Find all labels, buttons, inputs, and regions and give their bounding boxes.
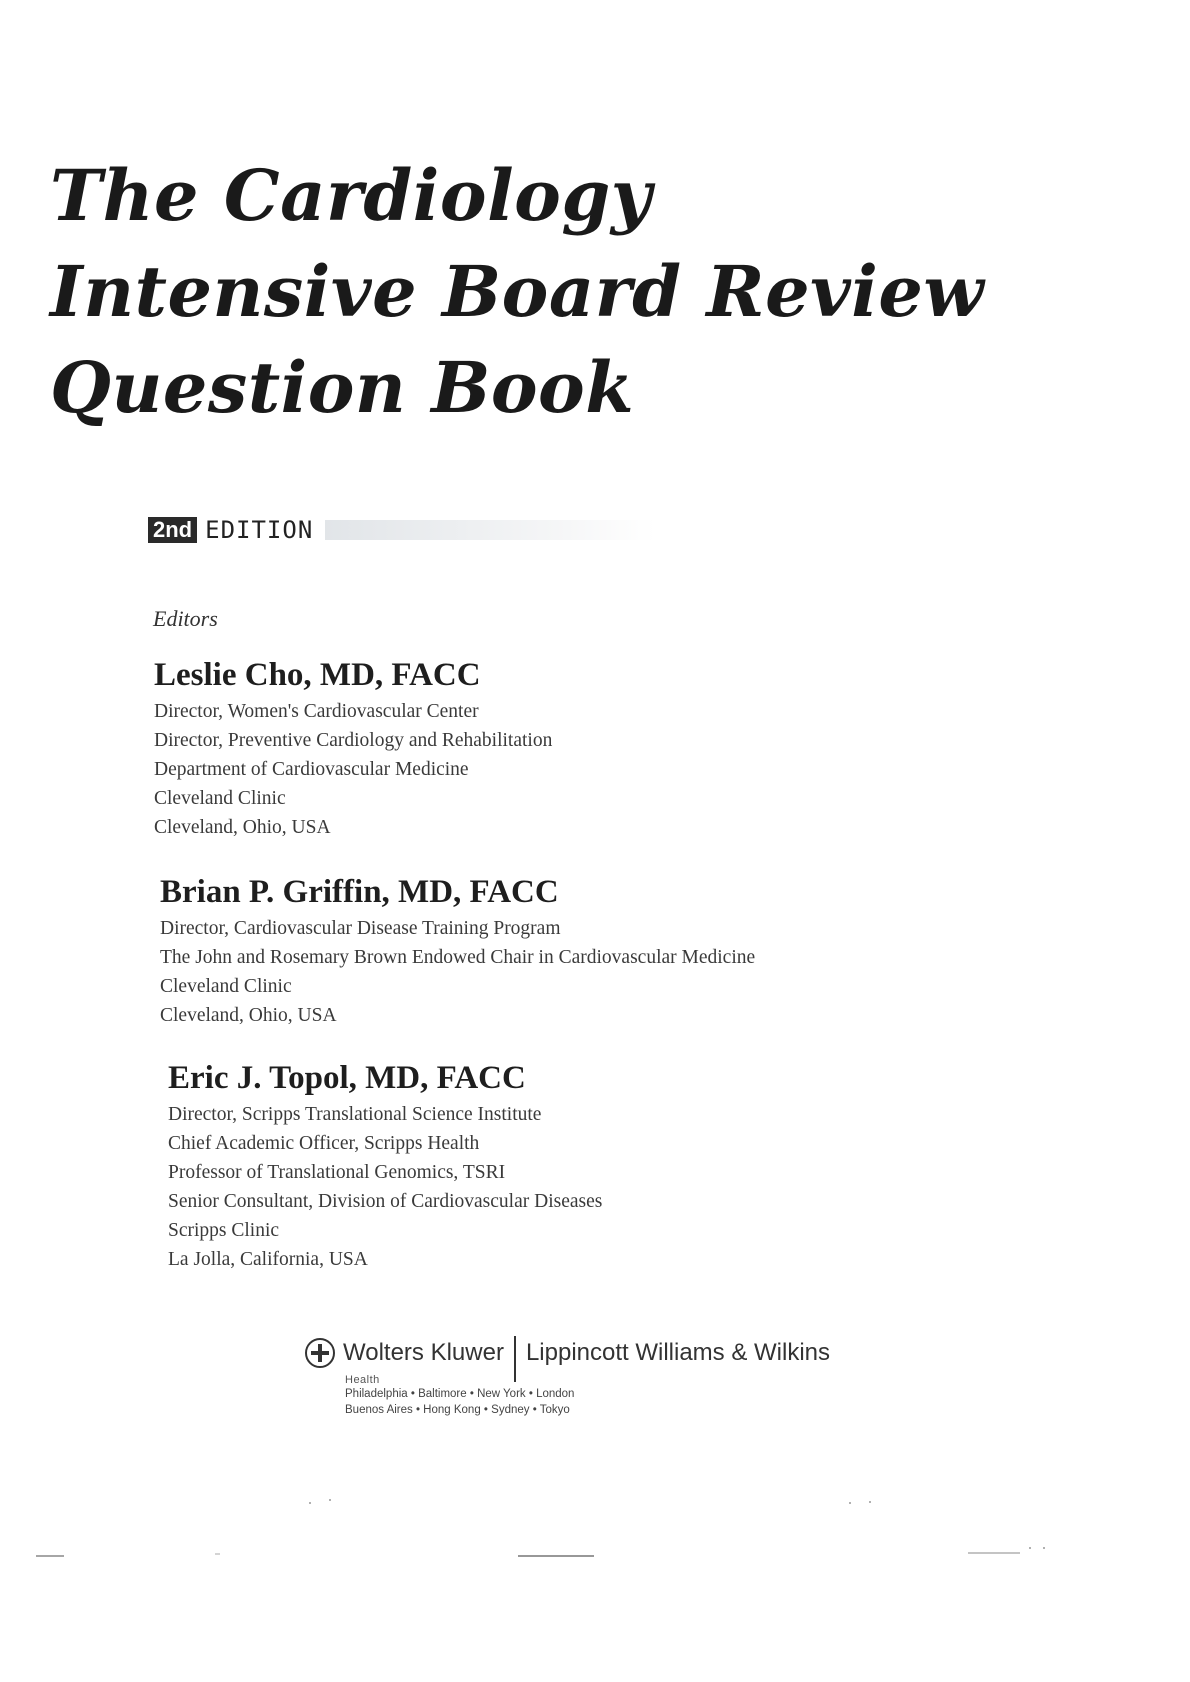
editor-affiliation: Chief Academic Officer, Scripps Health — [168, 1133, 480, 1154]
scan-speck — [1029, 1547, 1031, 1549]
editor-affiliation: Senior Consultant, Division of Cardiovascular Diseases — [168, 1191, 603, 1212]
edition-word: EDITION — [205, 516, 314, 544]
publisher-division: Health — [345, 1374, 380, 1386]
publisher-cities-line-2: Buenos Aires • Hong Kong • Sydney • Tokyo — [345, 1404, 570, 1416]
scan-speck — [849, 1502, 851, 1504]
editor-affiliation: The John and Rosemary Brown Endowed Chair in Cardiovascular Medicine — [160, 947, 756, 968]
scan-speck — [309, 1502, 311, 1504]
editor-name: Leslie Cho, MD, FACC — [154, 657, 481, 693]
editor-affiliation: Director, Preventive Cardiology and Rehabilitation — [154, 730, 553, 751]
editor-affiliation: Professor of Translational Genomics, TSRI — [168, 1162, 506, 1183]
editor-affiliation: Scripps Clinic — [168, 1220, 280, 1241]
editor-affiliation: Director, Women's Cardiovascular Center — [154, 701, 479, 722]
edition-badge: 2nd — [148, 517, 197, 543]
editor-affiliation: Cleveland, Ohio, USA — [154, 817, 331, 838]
scan-speck — [329, 1499, 331, 1501]
scan-speck — [869, 1501, 871, 1503]
editor-affiliation: Director, Cardiovascular Disease Training Program — [160, 918, 561, 939]
publisher-cities-line-1: Philadelphia • Baltimore • New York • London — [345, 1388, 575, 1400]
editor-affiliation: La Jolla, California, USA — [168, 1249, 368, 1270]
editor-affiliation: Cleveland, Ohio, USA — [160, 1005, 337, 1026]
editor-name: Brian P. Griffin, MD, FACC — [160, 874, 559, 910]
editor-affiliation: Cleveland Clinic — [154, 788, 286, 809]
editor-affiliation: Department of Cardiovascular Medicine — [154, 759, 469, 780]
publisher-imprint-name: Lippincott Williams & Wilkins — [525, 1339, 831, 1366]
editors-heading: Editors — [153, 606, 218, 631]
publisher-name: Wolters Kluwer — [343, 1339, 504, 1366]
scan-speck — [1043, 1547, 1045, 1549]
editor-affiliation: Cleveland Clinic — [160, 976, 292, 997]
title-line-3: Question Book — [50, 346, 635, 429]
editor-name: Eric J. Topol, MD, FACC — [168, 1060, 526, 1096]
title-line-1: The Cardiology — [50, 154, 652, 237]
title-line-2: Intensive Board Review — [50, 250, 985, 333]
editor-affiliation: Director, Scripps Translational Science Institute — [168, 1104, 542, 1125]
